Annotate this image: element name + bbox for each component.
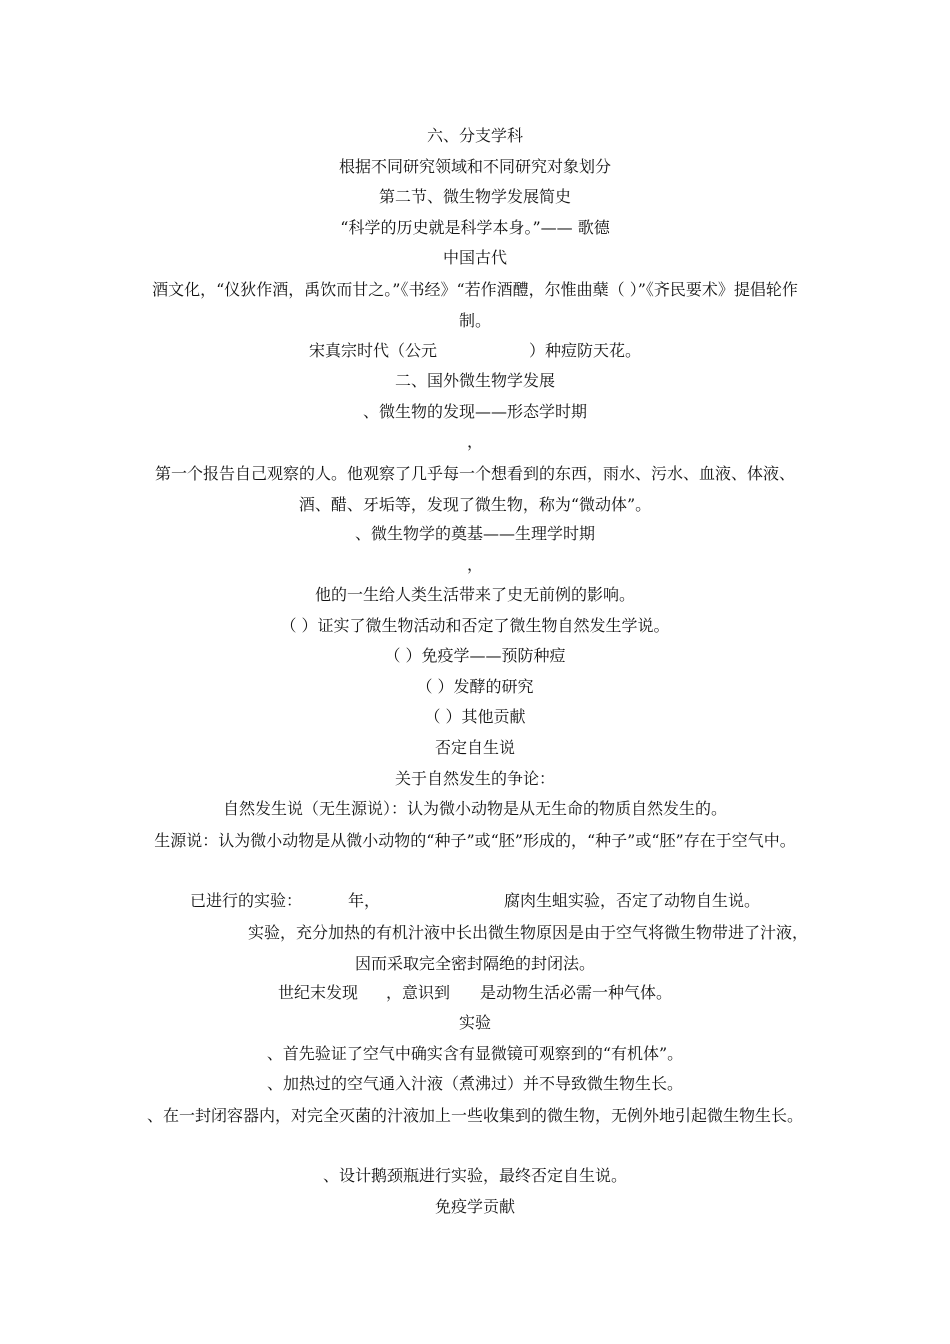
text-fragment: 世纪末发现 [277,983,358,1002]
paragraph-sealed-experiment: 实验，充分加热的有机汁液中长出微生物原因是由于空气将微生物带进了汁液，因而采取完全密封隔绝的封闭法。 [247,923,808,973]
list-item: （ ）免疫学——预防种痘 [384,646,566,665]
quote-text: “科学的历史就是科学本身。”—— 歌德 [340,218,610,237]
subheading-refute-spontaneous: 否定自生说 [434,738,515,757]
subheading-foundation: 、微生物学的奠基——生理学时期 [354,524,595,543]
section-heading-foreign-development: 二、国外微生物学发展 [394,371,555,390]
paragraph-first-observer: 第一个报告自己观察的人。他观察了几乎每一个想看到的东西，雨水、污水、血液、体液、酒、醋、牙垢等，发现了微生物，称为“微动体”。 [154,464,795,514]
text-fragment: 已进行的实验： [189,891,302,910]
text-fragment: 年， [347,891,380,910]
text-fragment: ）种痘防天花。 [529,341,642,360]
section-heading-branch-disciplines: 六、分支学科 [426,126,523,145]
subheading-immunology: 免疫学贡献 [434,1197,515,1216]
section-heading-history: 第二节、微生物学发展简史 [378,187,571,206]
list-item: （ ）证实了微生物活动和否定了微生物自然发生学说。 [280,616,670,635]
subheading-discovery: 、微生物的发现——形态学时期 [362,402,587,421]
paragraph-gas-discovery [140,983,810,1003]
text-fragment: 腐肉生蛆实验，否定了动物自生说。 [504,891,761,910]
paragraph-biogenesis: 生源说：认为微小动物是从微小动物的“种子”或“胚”形成的，“种子”或“胚”存在于空气中。 [154,831,796,850]
paragraph-text: 他的一生给人类生活带来了史无前例的影响。 [314,585,635,604]
paragraph-song-dynasty [140,341,810,361]
paragraph-experiments [140,891,810,911]
list-item: （ ）发酵的研究 [416,677,534,696]
text-fragment: ， [466,555,483,574]
text-fragment: 宋真宗时代（公元 [308,341,437,360]
subheading-experiment: 实验 [458,1013,491,1032]
list-item: 、加热过的空气通入汁液（煮沸过）并不导致微生物生长。 [266,1074,683,1093]
list-item: （ ）其他贡献 [424,707,526,726]
list-item: 、在一封闭容器内，对完全灭菌的汁液加上一些收集到的微生物，无例外地引起微生物生长。 [146,1106,803,1125]
paragraph-text: 关于自然发生的争论： [394,769,555,788]
paragraph-wine-culture: 酒文化，“仪狄作酒，禹饮而甘之。”《书经》“若作酒醴，尔惟曲蘖（ ）”《齐民要术》提倡轮作制。 [152,280,798,330]
list-item: 、首先验证了空气中确实含有显微镜可观察到的“有机体”。 [266,1044,684,1063]
paragraph-text: 根据不同研究领域和不同研究对象划分 [338,157,611,176]
paragraph-spontaneous-generation: 自然发生说（无生源说）：认为微小动物是从无生命的物质自然发生的。 [222,799,727,818]
text-fragment: 是动物生活必需一种气体。 [480,983,673,1002]
text-fragment: ， [466,432,483,451]
text-fragment: ，意识到 [385,983,450,1002]
list-item: 、设计鹅颈瓶进行实验，最终否定自生说。 [322,1166,627,1185]
subheading-ancient-china: 中国古代 [442,248,507,267]
